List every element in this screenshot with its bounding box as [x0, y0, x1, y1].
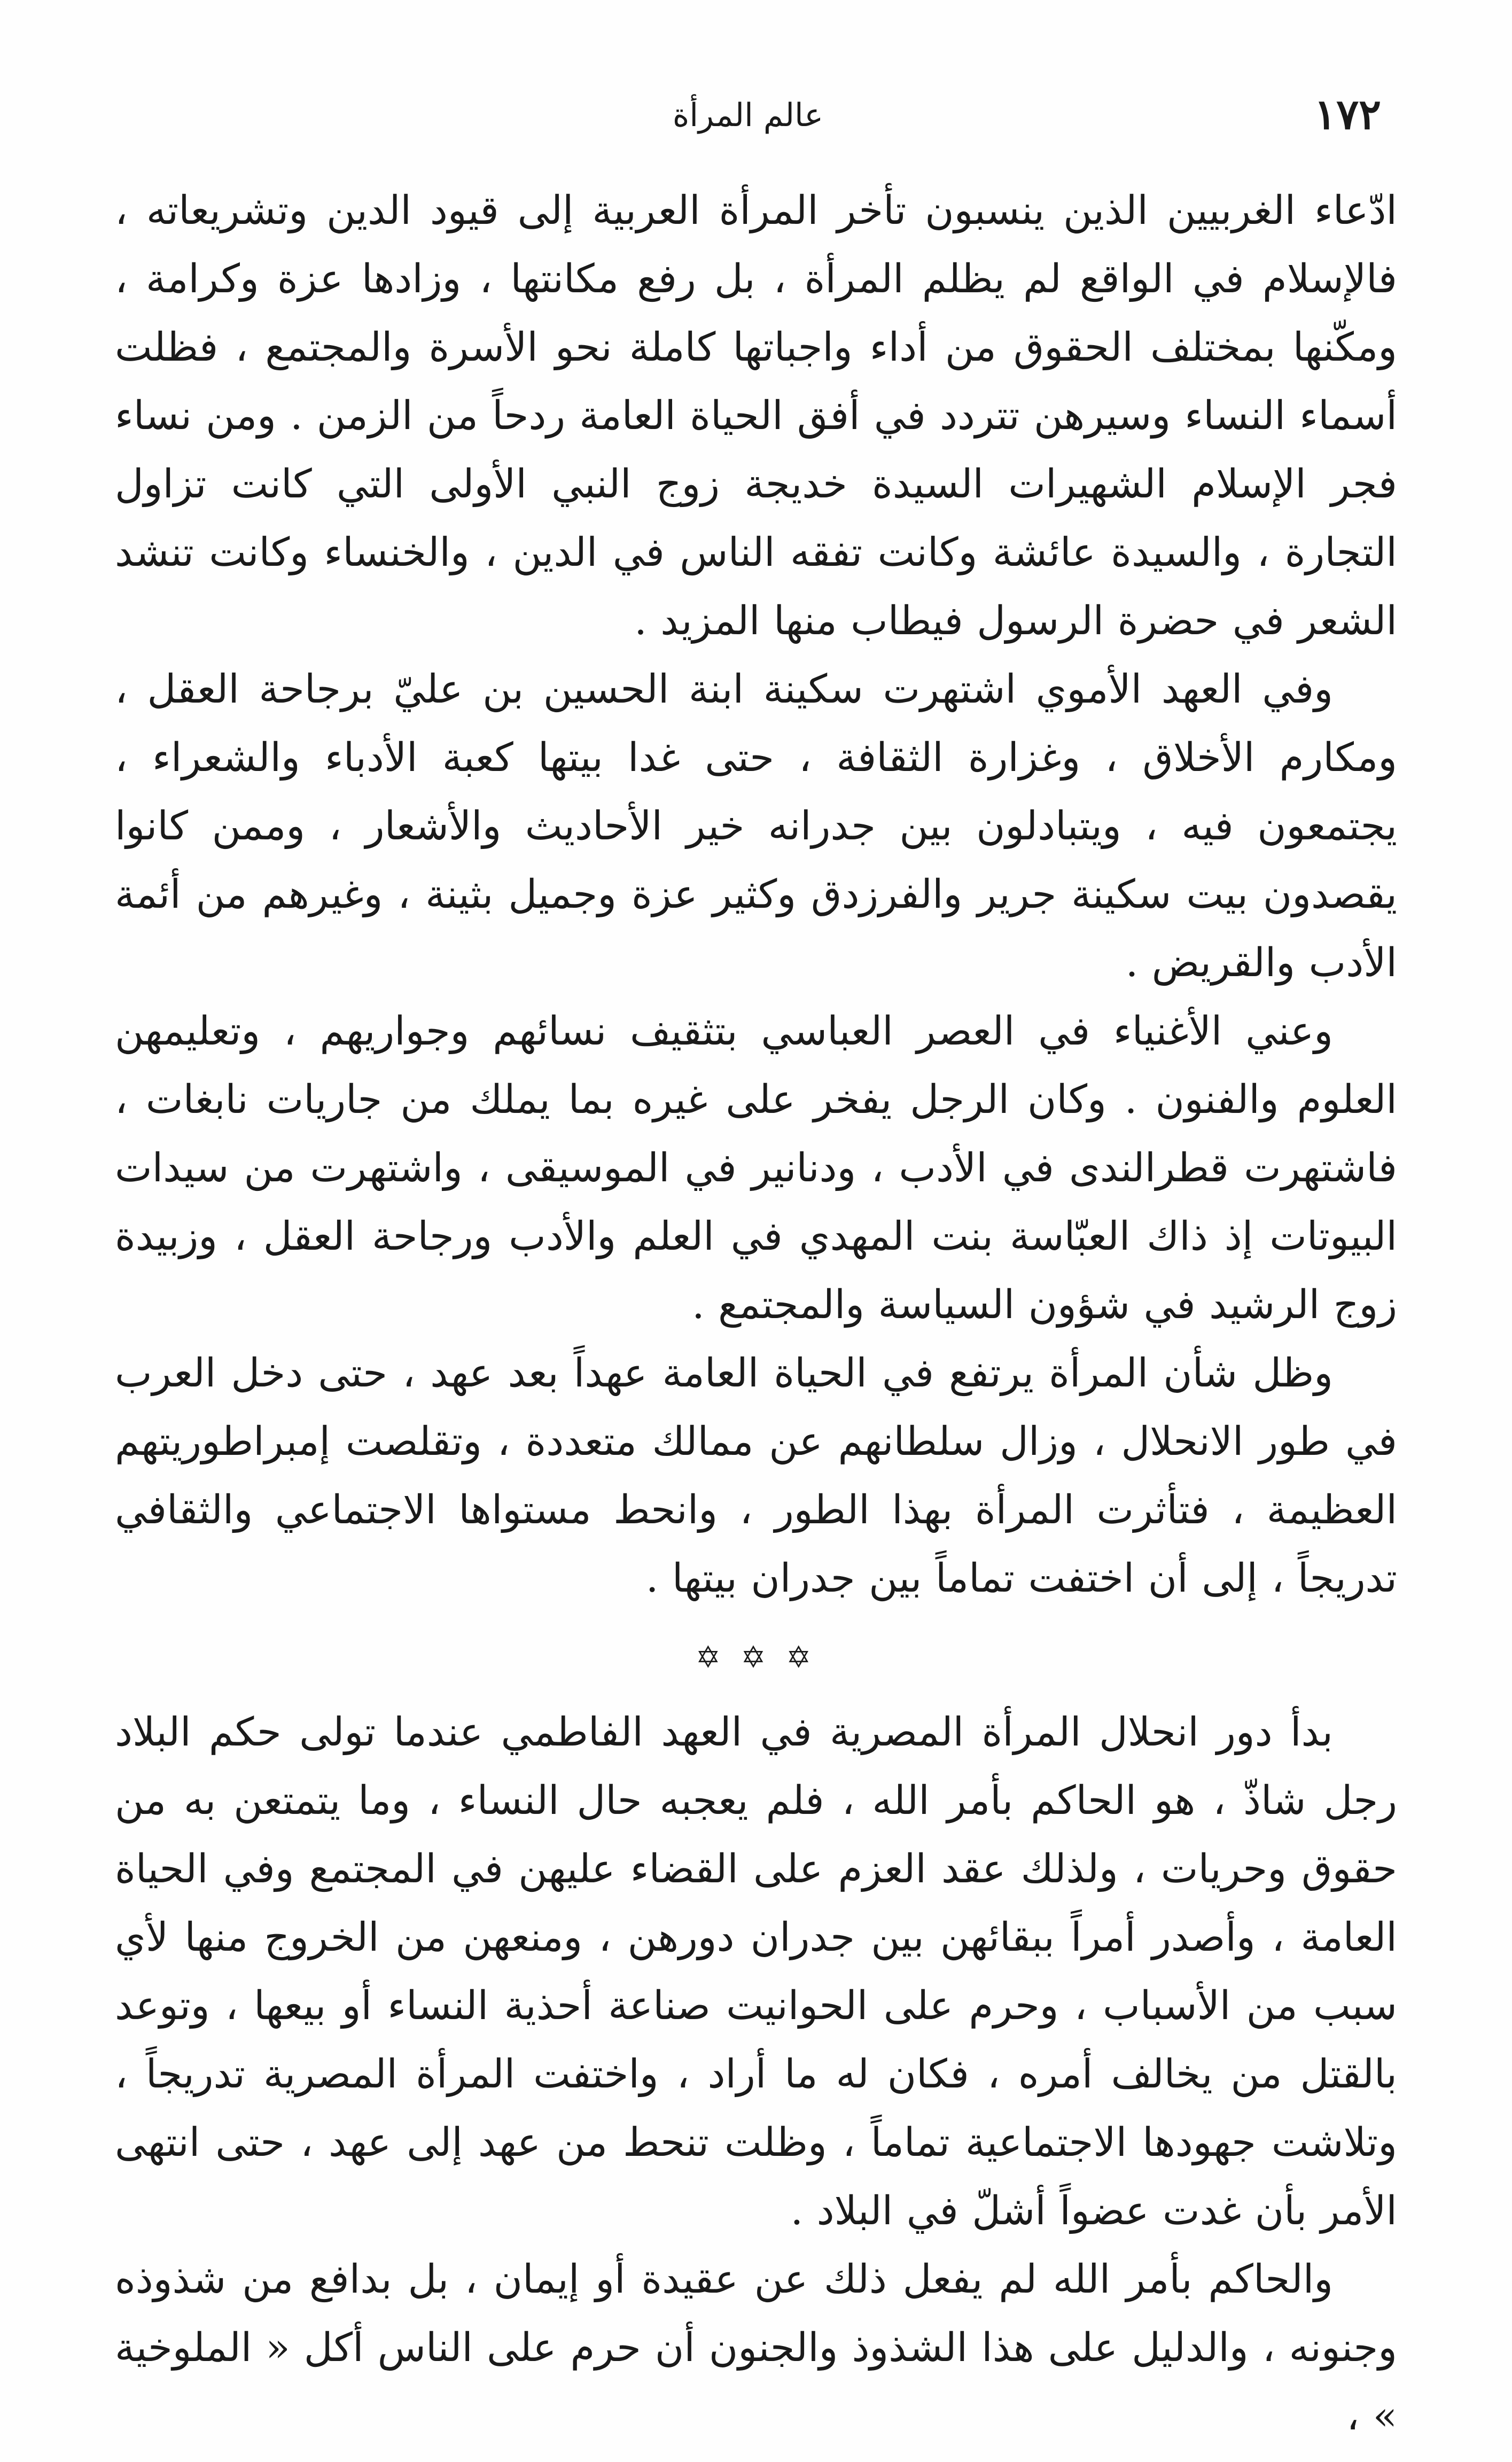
running-title: عالم المرأة [672, 97, 824, 134]
paragraph: وعني الأغنياء في العصر العباسي بتثقيف نسائهم وجواريهم ، وتعليمهن العلوم والفنون . وكان الرجل يفخر على غيره بما يملك من جاريات نابغات ، فاشتهرت قطرالندى في الأدب ، ودنانير في الموسيقى ، واشتهرت من سيدات البيوتات إذ ذاك العبّاسة بنت المهدي في العلم والأدب ورجاحة العقل ، وزبيدة زوج الرشيد في شؤون السياسة والمجتمع . [115, 1008, 1397, 1328]
page-body [115, 176, 1397, 2450]
page-header [115, 91, 1381, 139]
paragraph: بدأ دور انحلال المرأة المصرية في العهد الفاطمي عندما تولى حكم البلاد رجل شاذّ ، هو الحاكم بأمر الله ، فلم يعجبه حال النساء ، وما يتمتعن به من حقوق وحريات ، ولذلك عقد العزم على القضاء عليهن في المجتمع وفي الحياة العامة ، وأصدر أمراً ببقائهن بين جدران دورهن ، ومنعهن من الخروج منها لأي سبب من الأسباب ، وحرم على الحوانيت صناعة أحذية النساء أو بيعها ، وتوعد بالقتل من يخالف أمره ، فكان له ما أراد ، واختفت المرأة المصرية تدريجاً ، وتلاشت جهودها الاجتماعية تماماً ، وظلت تنحط من عهد إلى عهد ، حتى انتهى الأمر بأن غدت عضواً أشلّ في البلاد . [115, 1709, 1397, 2234]
section-separator-stars-icon: ✡ ✡ ✡ [695, 1640, 817, 1675]
paragraph: وفي العهد الأموي اشتهرت سكينة ابنة الحسين بن عليّ برجاحة العقل ، ومكارم الأخلاق ، وغزارة الثقافة ، حتى غدا بيتها كعبة الأدباء والشعراء ، يجتمعون فيه ، ويتبادلون بين جدرانه خير الأحاديث والأشعار ، وممن كانوا يقصدون بيت سكينة جرير والفرزدق وكثير عزة وجميل بثينة ، وغيرهم من أئمة الأدب والقريض . [115, 666, 1397, 986]
paragraph: وظل شأن المرأة يرتفع في الحياة العامة عهداً بعد عهد ، حتى دخل العرب في طور الانحلال ، وزال سلطانهم عن ممالك متعددة ، وتقلصت إمبراطوريتهم العظيمة ، فتأثرت المرأة بهذا الطور ، وانحط مستواها الاجتماعي والثقافي تدريجاً ، إلى أن اختفت تماماً بين جدران بيتها . [115, 1350, 1397, 1601]
page-number: ١٧٢ [1314, 90, 1381, 139]
paragraph: ادّعاء الغربيين الذين ينسبون تأخر المرأة العربية إلى قيود الدين وتشريعاته ، فالإسلام في الواقع لم يظلم المرأة ، بل رفع مكانتها ، وزادها عزة وكرامة ، ومكّنها بمختلف الحقوق من أداء واجباتها كاملة نحو الأسرة والمجتمع ، فظلت أسماء النساء وسيرهن تتردد في أفق الحياة العامة ردحاً من الزمن . ومن نساء فجر الإسلام الشهيرات السيدة خديجة زوج النبي الأولى التي كانت تزاول التجارة ، والسيدة عائشة وكانت تفقه الناس في الدين ، والخنساء وكانت تنشد الشعر في حضرة الرسول فيطاب منها المزيد . [115, 188, 1397, 644]
paragraph: والحاكم بأمر الله لم يفعل ذلك عن عقيدة أو إيمان ، بل بدافع من شذوذه وجنونه ، والدليل على هذا الشذوذ والجنون أن حرم على الناس أكل « الملوخية » ، [115, 2256, 1397, 2439]
